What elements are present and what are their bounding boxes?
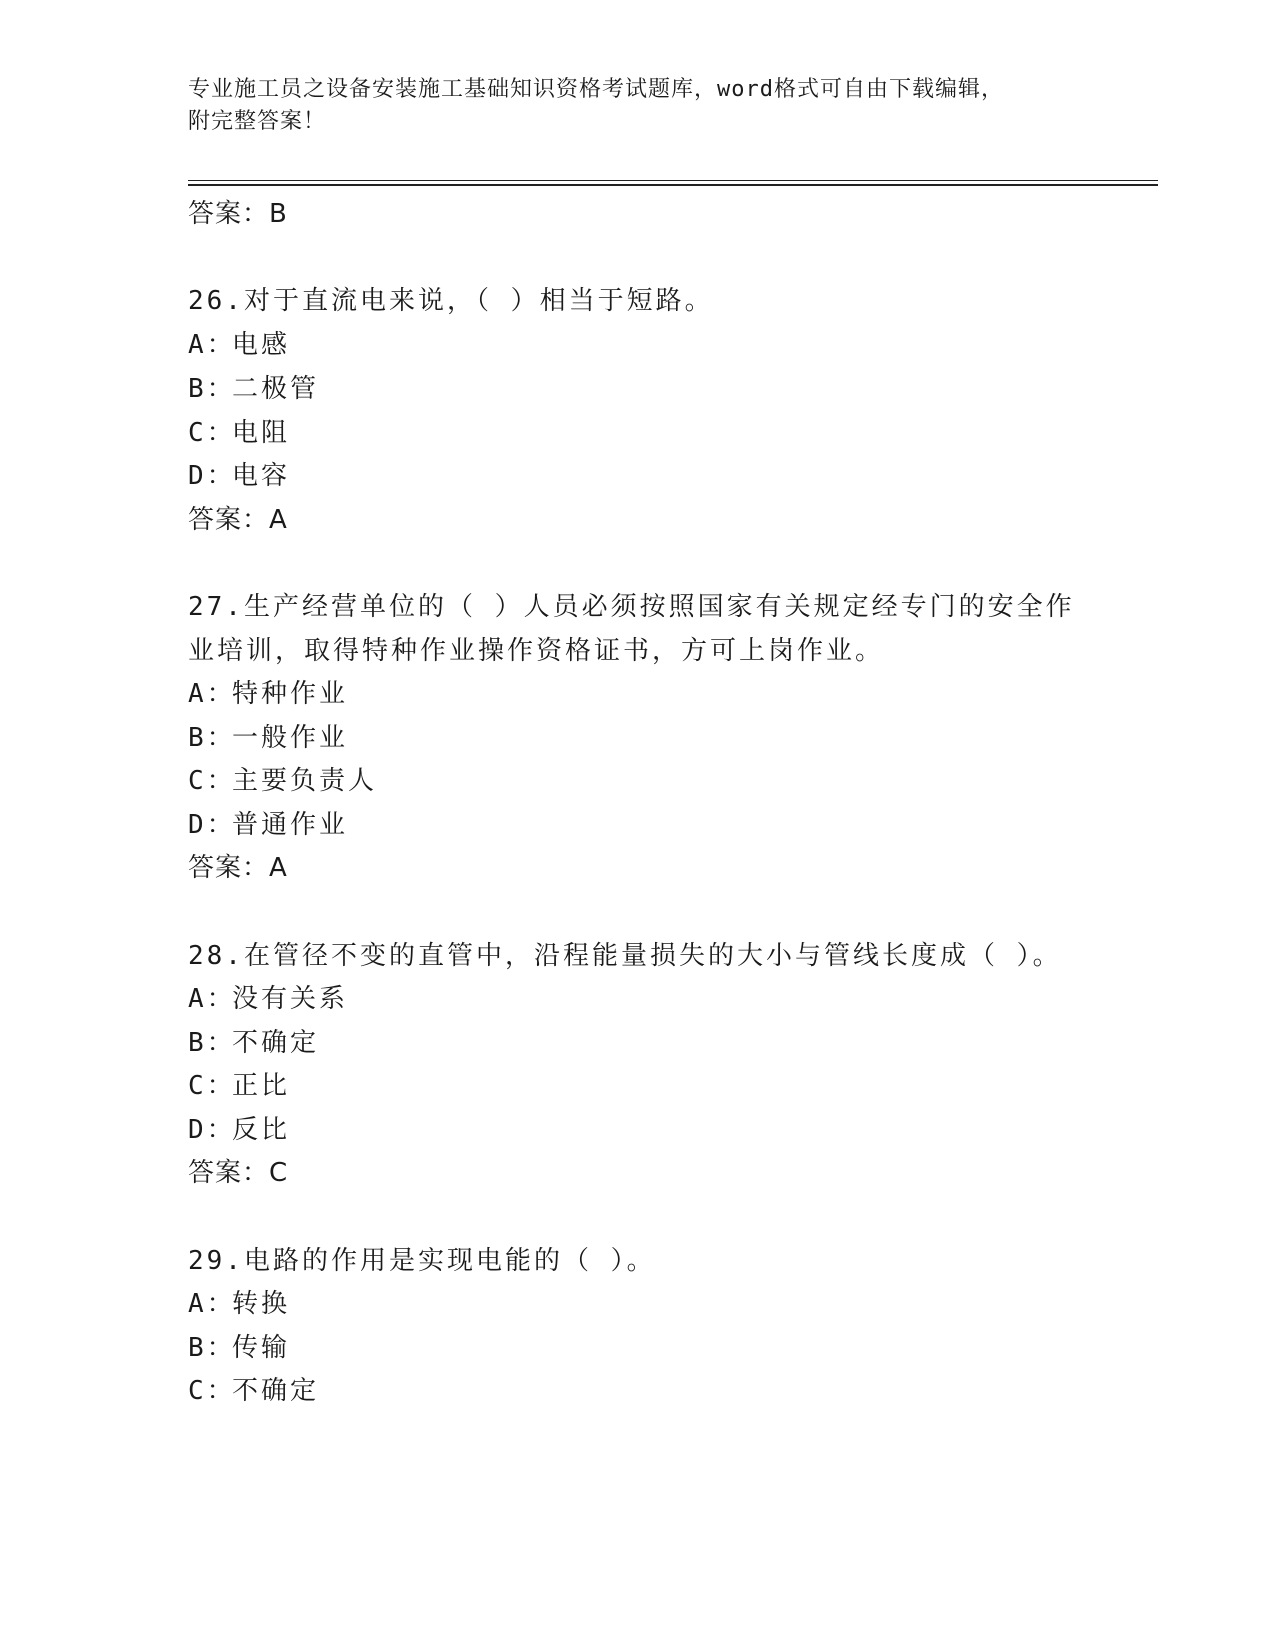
option-text: 一般作业 — [232, 723, 349, 753]
question-29-option-c — [188, 1370, 319, 1407]
question-27-option-b — [188, 717, 348, 754]
option-letter: A： — [188, 984, 236, 1014]
answer-26: 答案：A — [188, 505, 288, 535]
question-27-option-a — [188, 673, 348, 710]
question-29-option-b — [188, 1327, 290, 1364]
question-29-stem: 29.电路的作用是实现电能的（ ）。 — [188, 1246, 656, 1276]
option-letter: C： — [188, 418, 236, 448]
option-text: 不确定 — [232, 1028, 320, 1058]
option-letter: D： — [188, 1115, 236, 1145]
option-text: 普通作业 — [232, 810, 349, 840]
document-header — [188, 74, 1088, 138]
question-26-option-c — [188, 412, 290, 449]
option-text: 特种作业 — [232, 679, 349, 709]
option-letter: D： — [188, 461, 236, 491]
option-text: 主要负责人 — [232, 766, 378, 796]
option-letter: C： — [188, 1071, 236, 1101]
question-28-option-b — [188, 1022, 319, 1059]
question-27-stem-line-2: 业培训，取得特种作业操作资格证书，方可上岗作业。 — [188, 636, 885, 666]
option-letter: B： — [188, 374, 236, 404]
option-text: 电感 — [232, 330, 291, 360]
option-text: 传输 — [232, 1333, 291, 1363]
option-letter: A： — [188, 1289, 236, 1319]
option-letter: D： — [188, 810, 236, 840]
question-28-option-a — [188, 978, 348, 1015]
option-letter: B： — [188, 1028, 236, 1058]
question-27-option-c — [188, 760, 377, 797]
question-26-stem: 26.对于直流电来说，（ ）相当于短路。 — [188, 286, 714, 316]
answer-prev: 答案：B — [188, 199, 288, 229]
option-letter: C： — [188, 766, 236, 796]
question-28-option-d — [188, 1109, 290, 1146]
question-26-option-d — [188, 455, 290, 492]
header-divider-thick — [188, 184, 1158, 186]
question-26-option-a — [188, 324, 290, 361]
option-letter: B： — [188, 1333, 236, 1363]
question-28-option-c — [188, 1065, 290, 1102]
question-27-option-d — [188, 804, 348, 841]
header-line-2: 附完整答案！ — [188, 109, 327, 134]
option-letter: C： — [188, 1376, 236, 1406]
question-29-option-a — [188, 1283, 290, 1320]
option-text: 没有关系 — [232, 984, 349, 1014]
option-text: 不确定 — [232, 1376, 320, 1406]
question-27-stem-line-1: 27.生产经营单位的（ ）人员必须按照国家有关规定经专门的安全作 — [188, 592, 1075, 622]
option-letter: B： — [188, 723, 236, 753]
option-text: 电阻 — [232, 418, 291, 448]
option-text: 电容 — [232, 461, 291, 491]
option-text: 转换 — [232, 1289, 291, 1319]
option-letter: A： — [188, 330, 236, 360]
option-text: 反比 — [232, 1115, 291, 1145]
option-letter: A： — [188, 679, 236, 709]
question-26-option-b — [188, 368, 319, 405]
option-text: 二极管 — [232, 374, 320, 404]
answer-27: 答案：A — [188, 853, 288, 883]
question-28-stem: 28.在管径不变的直管中，沿程能量损失的大小与管线长度成（ ）。 — [188, 941, 1062, 971]
answer-28: 答案：C — [188, 1158, 289, 1188]
header-divider-thin — [188, 180, 1158, 181]
option-text: 正比 — [232, 1071, 291, 1101]
header-line-1: 专业施工员之设备安装施工基础知识资格考试题库，word格式可自由下载编辑， — [188, 77, 1004, 102]
